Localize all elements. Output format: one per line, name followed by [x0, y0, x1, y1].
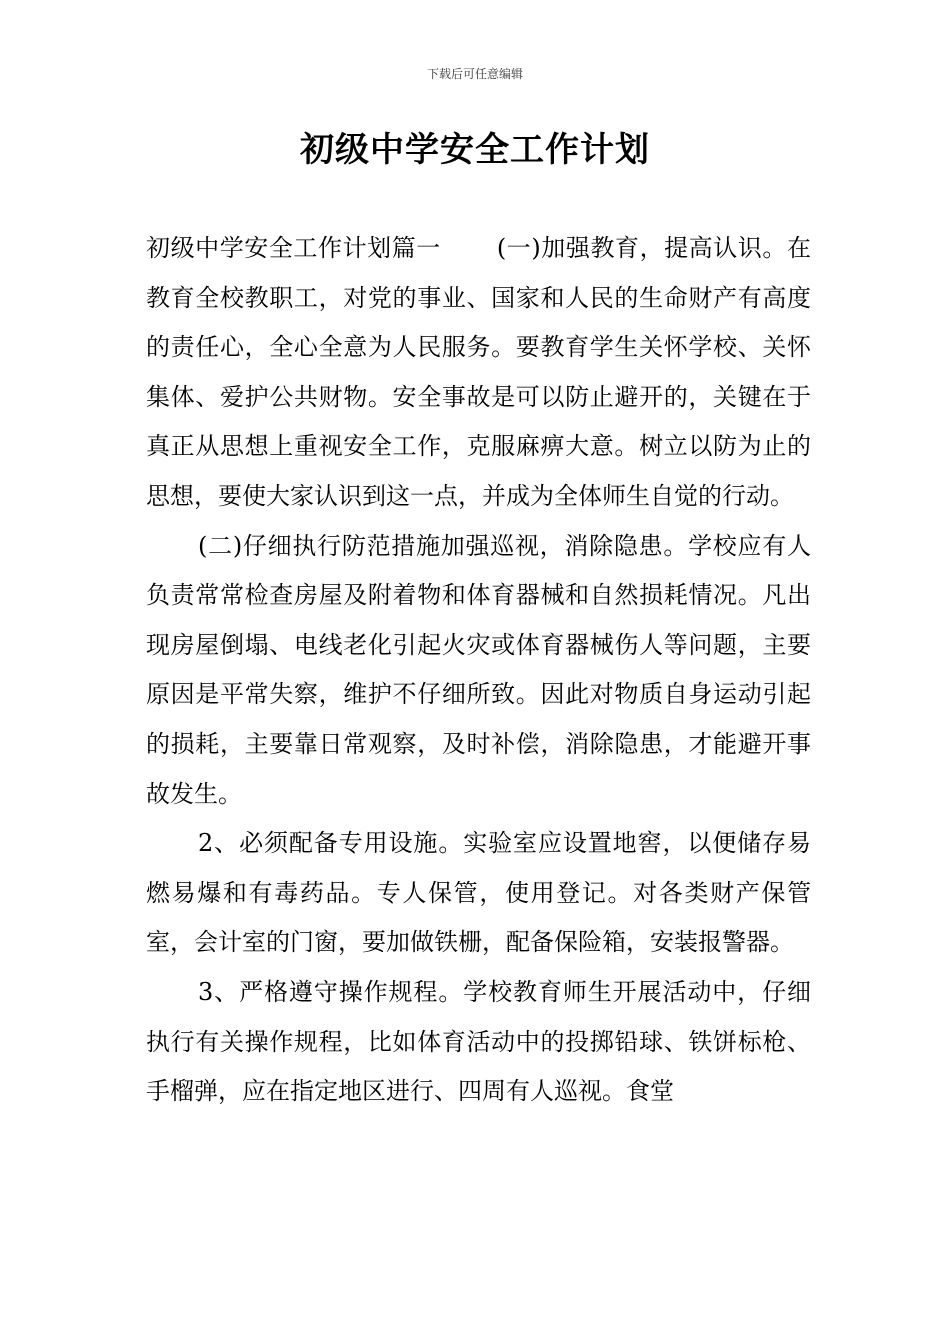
header-note: 下载后可任意编辑 — [426, 67, 523, 81]
section-label: 初级中学安全工作计划篇一 — [146, 234, 441, 262]
document-title: 初级中学安全工作计划 — [300, 130, 650, 170]
paragraph-3: 2、必须配备专用设施。实验室应设置地窖，以便储存易燃易爆和有毒药品。专人保管，使用登记。对各类财产保管室，会计室的门窗，要加做铁栅，配备保险箱，安装报警器。 — [146, 829, 811, 957]
paragraph-1-text: (一)加强教育，提高认识。在教育全校教职工，对党的事业、国家和人民的生命财产有高度的责任心，全心全意为人民服务。要教育学生关怀学校、关怀集体、爱护公共财物。安全事故是可以防止避开的，关键在于真正从思想上重视安全工作，克服麻痹大意。树立以防为止的思想，要使大家认识到这一点，并成为全体师生自觉的行动。 — [146, 234, 812, 510]
paragraph-2: (二)仔细执行防范措施加强巡视，消除隐患。学校应有人负责常常检查房屋及附着物和体育器械和自然损耗情况。凡出现房屋倒塌、电线老化引起火灾或体育器械伤人等问题，主要原因是平常失察，维护不仔细所致。因此对物质自身运动引起的损耗，主要靠日常观察，及时补偿，消除隐患，才能避开事故发生。 — [146, 531, 811, 808]
paragraph-1 — [146, 224, 811, 522]
paragraph-4: 3、严格遵守操作规程。学校教育师生开展活动中，仔细执行有关操作规程，比如体育活动中的投掷铅球、铁饼标枪、手榴弹，应在指定地区进行、四周有人巡视。食堂 — [146, 977, 811, 1106]
document-body — [146, 224, 811, 1117]
